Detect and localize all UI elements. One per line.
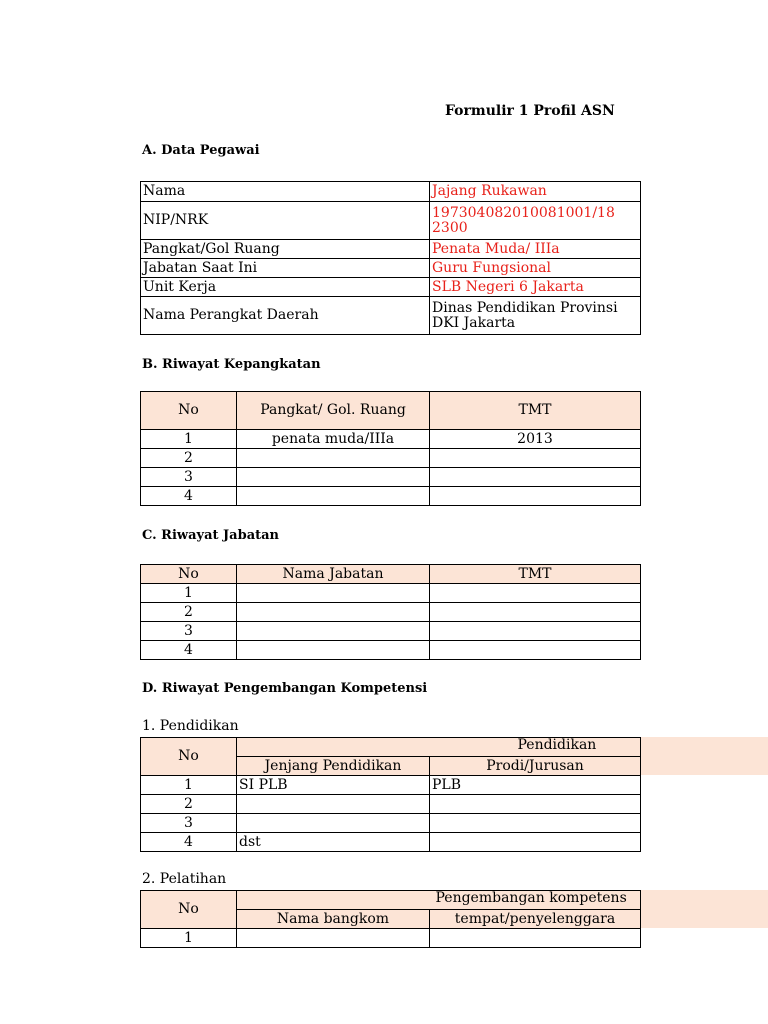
table-row <box>141 297 641 335</box>
row-no: 1 <box>141 430 237 449</box>
row-tmt <box>430 449 641 468</box>
table-row <box>141 202 641 240</box>
column-header-tmt: TMT <box>430 392 641 430</box>
field-label: Nama Perangkat Daerah <box>141 297 430 335</box>
table-row <box>141 833 641 852</box>
header-spacer <box>237 891 430 910</box>
row-jenjang: dst <box>237 833 430 852</box>
field-value: Guru Fungsional <box>430 259 641 278</box>
table-row <box>141 641 641 660</box>
table-header-row <box>141 392 641 430</box>
header-spacer <box>237 738 430 757</box>
header-group-cell <box>430 738 641 757</box>
row-jenjang <box>237 814 430 833</box>
section-b-heading: B. Riwayat Kepangkatan <box>142 357 321 372</box>
row-nama-bangkom <box>237 929 430 948</box>
section-d-heading: D. Riwayat Pengembangan Kompetensi <box>142 681 428 696</box>
row-prodi <box>430 814 641 833</box>
table-row <box>141 584 641 603</box>
field-label: NIP/NRK <box>141 202 430 240</box>
row-no: 1 <box>141 584 237 603</box>
section-a-heading: A. Data Pegawai <box>142 143 260 158</box>
field-value: Jajang Rukawan <box>430 182 641 202</box>
pendidikan-table <box>140 737 641 852</box>
pendidikan-label: 1. Pendidikan <box>142 718 239 734</box>
row-no: 3 <box>141 814 237 833</box>
row-tmt <box>430 468 641 487</box>
column-header-tempat: tempat/penyelenggara <box>430 910 641 929</box>
row-tmt <box>430 584 641 603</box>
riwayat-kepangkatan-table <box>140 391 641 506</box>
row-nama-jabatan <box>237 603 430 622</box>
page-title: Formulir 1 Profil ASN <box>445 103 615 119</box>
row-no: 2 <box>141 449 237 468</box>
pelatihan-table <box>140 890 641 948</box>
table-row <box>141 278 641 297</box>
table-header-row <box>141 565 641 584</box>
pelatihan-label: 2. Pelatihan <box>142 871 227 887</box>
table-row <box>141 259 641 278</box>
header-group-cell <box>430 891 641 910</box>
table-row <box>141 622 641 641</box>
table-row <box>141 487 641 506</box>
table-row <box>141 776 641 795</box>
column-header-nama-bangkom: Nama bangkom <box>237 910 430 929</box>
column-header-pangkat: Pangkat/ Gol. Ruang <box>237 392 430 430</box>
column-header-no: No <box>141 891 237 929</box>
field-value: Penata Muda/ IIIa <box>430 240 641 259</box>
table-row <box>141 814 641 833</box>
column-header-no: No <box>141 565 237 584</box>
row-nama-jabatan <box>237 622 430 641</box>
row-tmt: 2013 <box>430 430 641 449</box>
table-row <box>141 929 641 948</box>
row-pangkat <box>237 449 430 468</box>
row-prodi <box>430 833 641 852</box>
field-label: Jabatan Saat Ini <box>141 259 430 278</box>
table-row <box>141 240 641 259</box>
row-tmt <box>430 487 641 506</box>
column-group-header-pengembangan: Pengembangan kompetens <box>435 890 627 906</box>
header-overflow-shading <box>640 890 768 928</box>
row-tmt <box>430 622 641 641</box>
column-header-tmt: TMT <box>430 565 641 584</box>
table-row <box>141 430 641 449</box>
riwayat-jabatan-table <box>140 564 641 660</box>
table-header-row <box>141 891 641 910</box>
table-row <box>141 795 641 814</box>
table-row <box>141 468 641 487</box>
row-jenjang <box>237 795 430 814</box>
row-no: 2 <box>141 795 237 814</box>
field-label: Nama <box>141 182 430 202</box>
column-group-header-pendidikan: Pendidikan <box>517 737 597 753</box>
table-header-row <box>141 738 641 757</box>
row-no: 1 <box>141 776 237 795</box>
column-header-no: No <box>141 392 237 430</box>
field-label: Pangkat/Gol Ruang <box>141 240 430 259</box>
column-header-prodi: Prodi/Jurusan <box>430 757 641 776</box>
data-pegawai-table <box>140 181 641 335</box>
field-value: 197304082010081001/18 2300 <box>430 202 641 240</box>
row-pangkat <box>237 487 430 506</box>
row-jenjang: SI PLB <box>237 776 430 795</box>
table-row <box>141 603 641 622</box>
column-header-nama-jabatan: Nama Jabatan <box>237 565 430 584</box>
header-overflow-shading <box>640 737 768 775</box>
row-tempat <box>430 929 641 948</box>
section-c-heading: C. Riwayat Jabatan <box>142 528 280 543</box>
row-no: 4 <box>141 833 237 852</box>
table-row <box>141 182 641 202</box>
row-prodi <box>430 795 641 814</box>
row-pangkat <box>237 468 430 487</box>
row-no: 4 <box>141 487 237 506</box>
row-no: 1 <box>141 929 237 948</box>
field-value: SLB Negeri 6 Jakarta <box>430 278 641 297</box>
row-nama-jabatan <box>237 584 430 603</box>
row-no: 3 <box>141 468 237 487</box>
field-label: Unit Kerja <box>141 278 430 297</box>
row-nama-jabatan <box>237 641 430 660</box>
table-row <box>141 449 641 468</box>
row-tmt <box>430 603 641 622</box>
column-header-jenjang: Jenjang Pendidikan <box>237 757 430 776</box>
field-value: Dinas Pendidikan Provinsi DKI Jakarta <box>430 297 641 335</box>
row-no: 3 <box>141 622 237 641</box>
row-pangkat: penata muda/IIIa <box>237 430 430 449</box>
row-no: 2 <box>141 603 237 622</box>
row-prodi: PLB <box>430 776 641 795</box>
column-header-no: No <box>141 738 237 776</box>
row-tmt <box>430 641 641 660</box>
row-no: 4 <box>141 641 237 660</box>
